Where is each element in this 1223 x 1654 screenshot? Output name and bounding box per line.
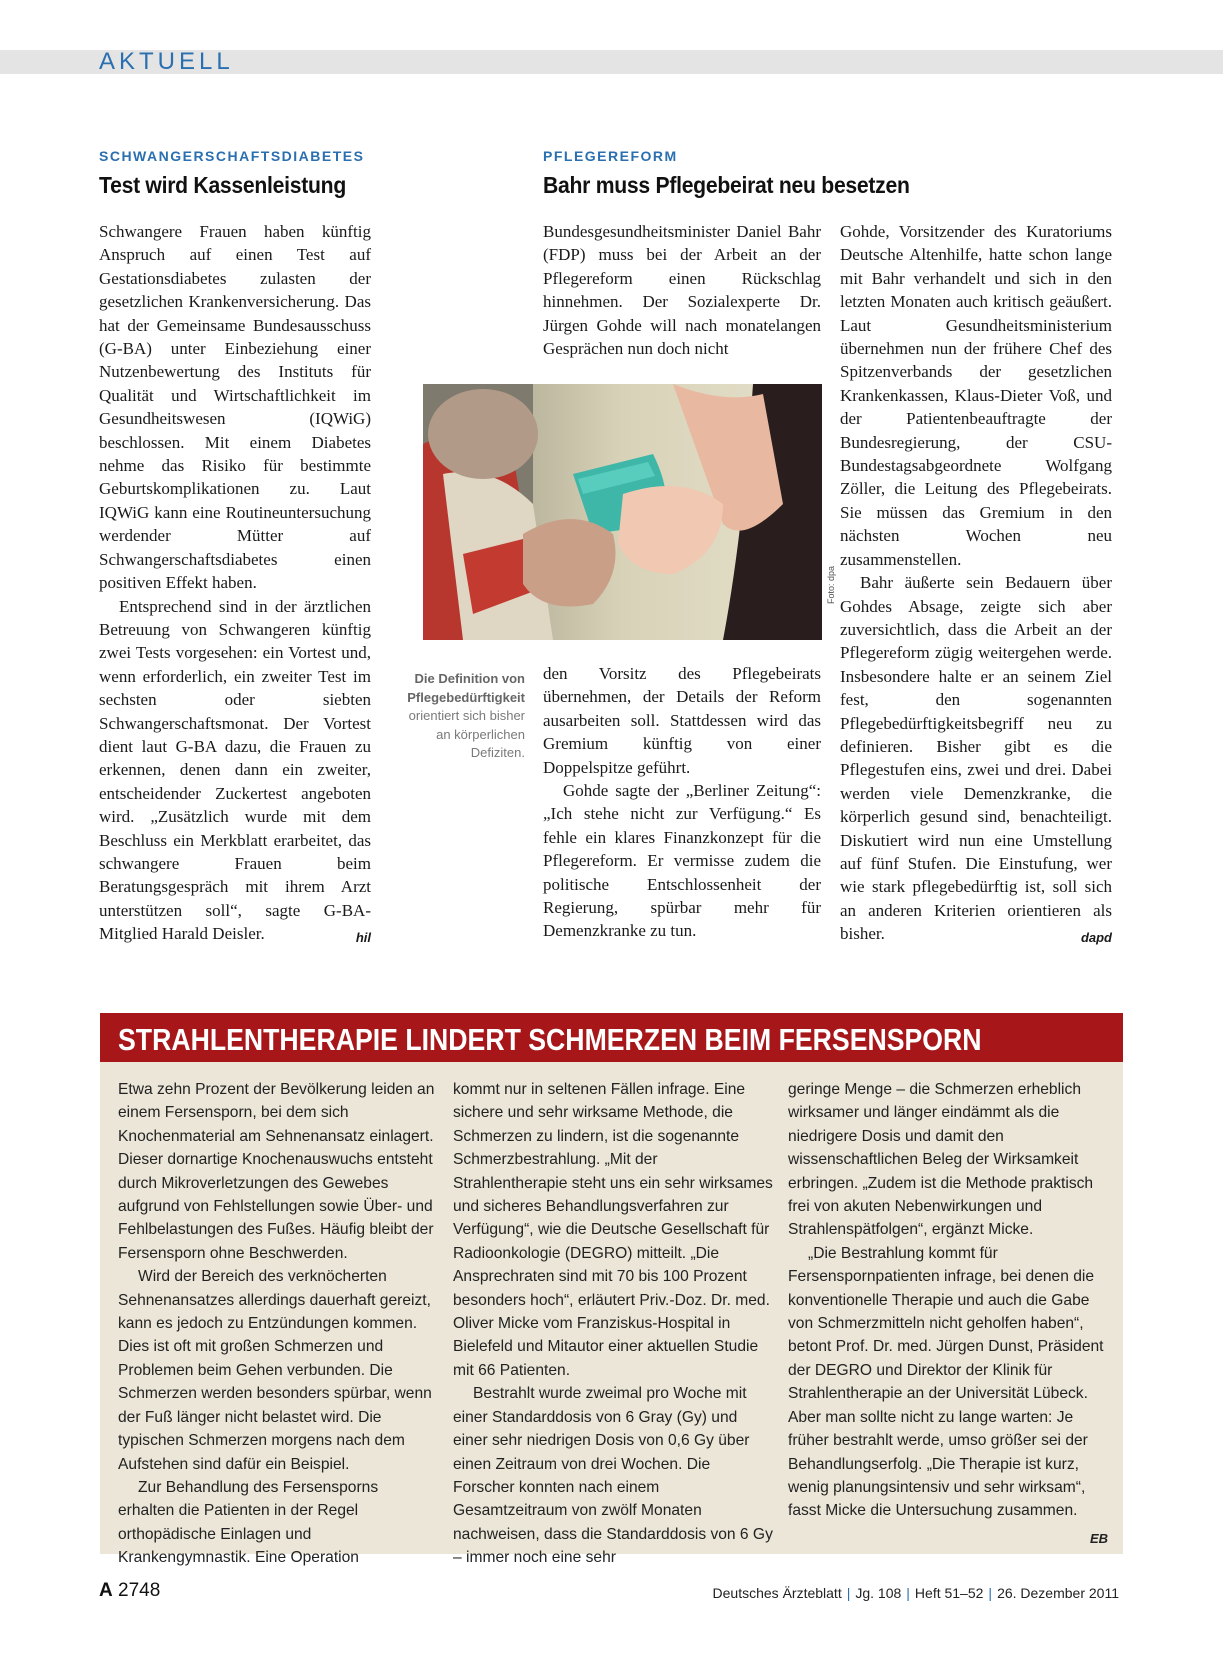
info-box-paragraph: Wird der Bereich des verknöcherten Sehnenansatzes allerdings dauerhaft gereizt, kann es jedoch zu Entzündungen kommen. Dies ist oft mit großen Schmerzen und Problemen beim Gehen verbunden. Die Schmerzen werden besonders spürbar, wenn der Fuß länger nicht belastet wird. Die typischen Schmerzen morgens nach dem Aufstehen sind dafür ein Beispiel. — [118, 1268, 432, 1473]
photo-elderly-hands-cup — [423, 384, 822, 640]
info-box-col3 — [788, 1078, 1108, 1550]
journal-issue: Heft 51–52 — [914, 1585, 984, 1601]
info-box-signature: EB — [1089, 1530, 1108, 1546]
journal-name: Deutsches Ärzteblatt — [712, 1585, 842, 1601]
article2-col1-top — [543, 220, 821, 360]
info-box-paragraph: Bestrahlt wurde zweimal pro Woche mit einer Standarddosis von 6 Gray (Gy) und einer sehr niedrigen Dosis von 0,6 Gy über einen Zeitraum von drei Wochen. Die Forscher konnten nach einem Gesamtzeitraum von zwölf Monaten nachweisen, dass die Standarddosis von 6 Gy – immer noch eine sehr — [453, 1385, 773, 1567]
journal-volume: Jg. 108 — [855, 1585, 902, 1601]
article1-headline: Test wird Kassenleistung — [99, 172, 346, 198]
page-number-value: 2748 — [118, 1580, 161, 1601]
care-photo-illustration — [423, 384, 822, 640]
article2-paragraph: den Vorsitz des Pflegebeirats übernehmen, der Details der Reform ausarbeiten soll. Stattdessen wird das Gremium künftig von einer Doppelspitze geführt. — [543, 664, 821, 777]
page-prefix: A — [99, 1580, 113, 1601]
section-label: AKTUELL — [99, 48, 234, 75]
journal-info — [713, 1585, 1119, 1601]
page-number — [99, 1580, 160, 1602]
separator: | — [906, 1585, 910, 1601]
article2-col2 — [840, 220, 1112, 950]
separator: | — [846, 1585, 851, 1601]
article2-paragraph: Bahr äußerte sein Bedauern über Gohdes Absage, zeigte sich aber zuversichtlich, dass die Arbeit an der Pflegereform zügig weitergehen werde. Insbesondere halte er an seinem Ziel fest, den sogenannten Pflegebedürftigkeitsbegriff neu zu definieren. Bisher gibt es die Pflegestufen eins, zwei und drei. Dabei werden viele Demenzkranke, die körperlich gesund sind, benachteiligt. Diskutiert wird nun eine Umstellung auf fünf Stufen. Die Einstufung, wer wie stark pflegebedürftig ist, soll sich an anderen Kriterien orientieren als bisher. dapd — [840, 571, 1112, 946]
photo-credit: Foto: dpa — [826, 565, 836, 604]
info-box-paragraph: Etwa zehn Prozent der Bevölkerung leiden an einem Fersensporn, bei dem sich Knochenmaterial am Sehnenansatz einlagert. Dieser dornartige Knochenauswuchs entsteht durch Mikroverletzungen des Gewebes aufgrund von Fehlstellungen sowie Über- und Fehlbelastungen des Fußes. Häufig bleibt der Fersensporn ohne Beschwerden. — [118, 1081, 435, 1262]
article1-kicker: SCHWANGERSCHAFTSDIABETES — [99, 148, 365, 164]
article1-body — [99, 220, 371, 950]
article2-signature: dapd — [1080, 930, 1112, 946]
info-box-paragraph: kommt nur in seltenen Fällen infrage. Eine sichere und sehr wirksame Methode, die Schmerzen zu lindern, ist die sogenannte Schmerzbestrahlung. „Mit der Strahlentherapie steht uns ein sehr wirksames und sicheres Behandlungsverfahren zur Verfügung“, wie die Deutsche Gesellschaft für Radioonkologie (DEGRO) mitteilt. „Die Ansprechraten sind mit 70 bis 100 Prozent besonders hoch“, erläutert Priv.-Doz. Dr. med. Oliver Micke vom Franziskus-Hospital in Bielefeld und Mitautor einer aktuellen Studie mit 66 Patienten. — [453, 1081, 773, 1379]
info-box-paragraph: geringe Menge – die Schmerzen erheblich wirksamer und länger eindämmt als die niedrigere Dosis und damit den wissenschaftlichen Beleg der Wirksamkeit erbringen. „Zudem ist die Methode praktisch frei von akuten Nebenwirkungen und Strahlenspätfolgen“, ergänzt Micke. — [788, 1081, 1094, 1239]
article2-col1-bottom — [543, 662, 821, 943]
separator: | — [988, 1585, 993, 1601]
photo-caption — [400, 670, 525, 763]
article2-headline: Bahr muss Pflegebeirat neu besetzen — [543, 172, 910, 198]
journal-date: 26. Dezember 2011 — [997, 1585, 1119, 1601]
article2-paragraph: Gohde, Vorsitzender des Kuratoriums Deutsche Altenhilfe, hatte schon lange mit Bahr verhandelt und sich in den letzten Monaten auch kritisch geäußert. Laut Gesundheitsministerium übernehmen nun der frühere Chef des Spitzenverbands der gesetzlichen Krankenkassen, Klaus-Dieter Voß, und der Patientenbeauftragte der Bundesregierung, der CSU-Bundestagsabgeordnete Wolfgang Zöller, die Leitung des Pflegebeirats. Sie müssen das Gremium in den nächsten Wochen neu zusammenstellen. — [840, 222, 1112, 569]
article1-paragraph: Entsprechend sind in der ärztlichen Betreuung von Schwangeren künftig zwei Tests vorgesehen: ein Vortest und, wenn erforderlich, ein zweiter Test im sechsten oder siebten Schwangerschaftsmonat. Der Vortest dient laut G-BA dazu, die Frauen zu erkennen, denen dann ein zweiter, entscheidender Zuckertest angeboten wird. „Zusätzlich wurde mit dem Beschluss ein Merkblatt erarbeitet, das schwangere Frauen beim Beratungsgespräch mit ihrem Arzt unterstützen soll“, sagte G-BA-Mitglied Harald Deisler. hil — [99, 595, 371, 946]
info-box-col2 — [453, 1078, 773, 1570]
article2-paragraph: Gohde sagte der „Berliner Zeitung“: „Ich stehe nicht zur Verfügung.“ Es fehle ein klares Finanzkonzept für die Pflegereform. Er vermisse zudem die politische Entschlossenheit der Regierung, spürbar mehr für Demenzkranke zu tun. — [543, 781, 821, 941]
info-box-col1 — [118, 1078, 438, 1570]
article2-paragraph: Bundesgesundheitsminister Daniel Bahr (FDP) muss bei der Arbeit an der Pflegereform einen Rückschlag hinnehmen. Der Sozialexperte Dr. Jürgen Gohde will nach monatelangen Gesprächen nun doch nicht — [543, 222, 821, 359]
info-box-paragraph: „Die Bestrahlung kommt für Fersenspornpatienten infrage, bei denen die konventionelle Therapie und auch die Gabe von Schmerzmitteln nicht geholfen haben“, betont Prof. Dr. med. Jürgen Dunst, Präsident der DEGRO und Direktor der Klinik für Strahlentherapie an der Universität Lübeck. Aber man sollte nicht zu lange warten: Je früher bestrahlt werde, umso größer sei der Behandlungserfolg. „Die Therapie ist kurz, wenig planungsintensiv und sehr wirksam“, fasst Micke die Untersuchung zusammen. EB — [788, 1242, 1108, 1523]
article1-paragraph: Schwangere Frauen haben künftig Anspruch auf einen Test auf Gestationsdiabetes zulasten der gesetzlichen Krankenversicherung. Das hat der Gemeinsame Bundesausschuss (G-BA) unter Einbeziehung einer Nutzenbewertung des Instituts für Qualität und Wirtschaftlichkeit im Gesundheitswesen (IQWiG) beschlossen. Mit einem Diabetes nehme das Risiko für bestimmte Geburtskomplikationen zu. Laut IQWiG kann eine Routineuntersuchung werdender Mütter auf Schwangerschaftsdiabetes einen positiven Effekt haben. — [99, 222, 371, 593]
info-box-title: STRAHLENTHERAPIE LINDERT SCHMERZEN BEIM FERSENSPORN — [118, 1022, 982, 1057]
article2-kicker: PFLEGEREFORM — [543, 148, 678, 164]
article1-signature: hil — [355, 930, 371, 946]
info-box-paragraph: Zur Behandlung des Fersensporns erhalten die Patienten in der Regel orthopädische Einlagen und Krankengymnastik. Eine Operation — [118, 1478, 379, 1567]
caption-bold: Die Definition von Pflegebedürftigkeit — [407, 671, 525, 705]
caption-text: orientiert sich bisher an körperlichen Defiziten. — [408, 708, 525, 760]
